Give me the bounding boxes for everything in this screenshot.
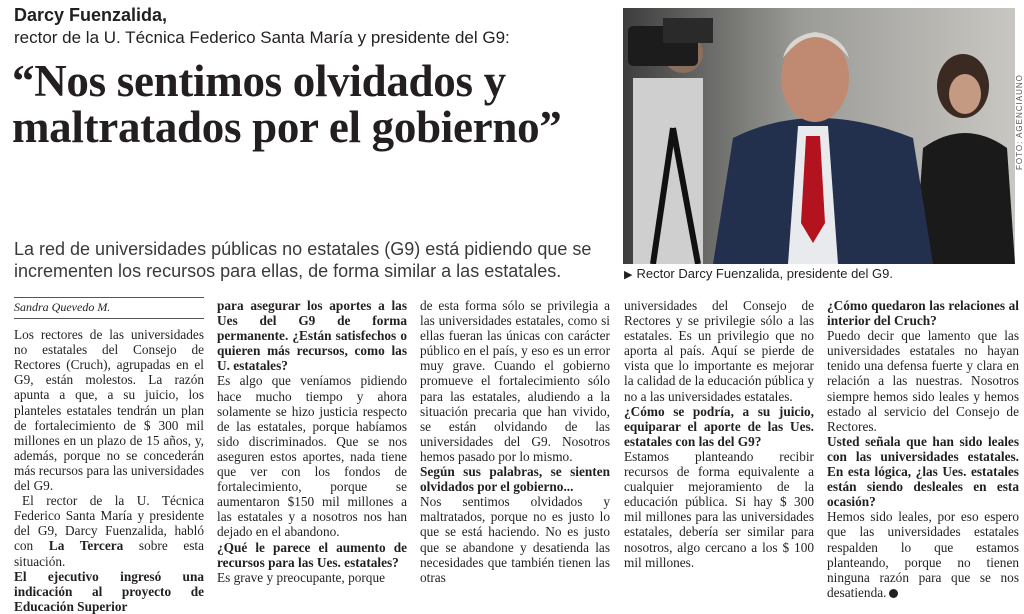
answer: de esta forma sólo se privilegia a las universidades estatales, como si ellas fueran las únicas con carácter público en el país, y eso es un error muy grave. Cuando el gobierno promueve el fortalecimiento sólo para las estatales, aludiendo a la situación precaria que han vivido, se están olvidando de las universidades del G9. Nosotros hemos pasado por lo mismo. — [420, 298, 610, 464]
article-column-4 — [624, 298, 814, 570]
question: El ejecutivo ingresó una indicación al proyecto de Educación Superior — [14, 568, 204, 614]
answer: universidades del Consejo de Rectores y se privilegie sólo a las estatales. Es un privilegio que no aporta al país. Aquí se pierde de vista que lo importante es mejorar la calidad de la educación pública y no a las universidades estatales. — [624, 298, 814, 404]
answer: Estamos planteando recibir recursos de forma equivalente a cualquier mejoramiento de la educación pública. Si hay $ 300 mil millones para las universidades estatales, debería ser similar para nosotros, algo cercano a los $ 100 mil millones. — [624, 448, 814, 570]
answer: Es grave y preocupante, porque — [217, 569, 385, 585]
paragraph: Los rectores de las universidades no estatales del Consejo de Rectores (Cruch), agrupadas en el G9, están molestos. La razón apunta a que, a su juicio, los planteles estatales tendrán un plan de fortalecimiento de $ 300 mil millones en un plazo de 15 años, y, además, porque no se concederán más recursos para las universidades del G9. — [14, 327, 204, 494]
end-mark-icon — [889, 589, 898, 598]
answer: Puedo decir que lamento que las universidades estatales no hayan tenido una defensa fuerte y clara en relación a las nuestras. Nosotros siempre hemos sido leales y hemos estado al servicio del Consejo de Rectores. — [827, 328, 1019, 434]
question: ¿Cómo quedaron las relaciones al interior del Cruch? — [827, 298, 1019, 329]
headline-line-1: “Nos sentimos olvidados y — [12, 56, 506, 106]
headline — [12, 58, 612, 150]
text-run: sobre esta situación. — [14, 538, 205, 569]
article-column-2 — [217, 298, 407, 585]
headline-line-2: maltratados por el gobierno” — [12, 102, 562, 152]
byline: Sandra Quevedo M. — [14, 297, 204, 319]
photo-credit: FOTO: AGENCIAUNO — [1015, 74, 1024, 170]
caption-text: Rector Darcy Fuenzalida, presidente del G9. — [636, 266, 893, 281]
text-run: Hemos sido leales, por eso espero que las universidades estatales respalden lo que estamos planteando, porque no tienen ninguna razón para que se nos desatienda. — [827, 509, 1019, 600]
article-column-1 — [14, 297, 204, 614]
photo-caption — [624, 266, 893, 281]
answer — [827, 509, 1019, 600]
kicker-role: rector de la U. Técnica Federico Santa María y presidente del G9: — [14, 28, 510, 47]
portrait-photo — [623, 8, 1015, 264]
lead-line-1: La red de universidades públicas no estatales (G9) está pidiendo que se — [14, 239, 592, 259]
article-column-3 — [420, 298, 610, 585]
answer: Nos sentimos olvidados y maltratados, porque no es justo lo que se está haciendo. No es justo que se abandone y desatienda las necesidades que también tienen las otras — [420, 494, 610, 585]
kicker-name: Darcy Fuenzalida, — [14, 5, 168, 25]
question: ¿Cómo se podría, a su juicio, equiparar el aporte de las Ues. estatales con las del G9? — [624, 403, 814, 449]
newspaper-name: La Tercera — [48, 538, 124, 554]
question: para asegurar los aportes a las Ues del G9 de forma permanente. ¿Están satisfechos o quieren más recursos, como las U. estatales? — [217, 298, 407, 374]
text-run: El rector de la U. Técnica Federico Santa María y presidente del G9, Darcy Fuenzalida, habló con — [14, 493, 204, 554]
question: ¿Qué le parece el aumento de recursos para las Ues. estatales? — [217, 539, 407, 570]
article-column-5 — [827, 298, 1019, 600]
answer: Es algo que veníamos pidiendo hace mucho tiempo y ahora solamente se hizo justicia respecto de las estatales, porque habíamos sido discriminados. Que se nos aseguren estos aportes, nada tiene que ver con los fondos de fortalecimiento, porque se aumentaron $150 mil millones a las estatales y a nosotros nos han dejado en el abandono. — [217, 373, 407, 540]
question: Según sus palabras, se sienten olvidados por el gobierno... — [420, 464, 610, 495]
lead-line-2: incrementen los recursos para ellas, de forma similar a las estatales. — [14, 261, 562, 281]
caption-arrow-icon: ▶ — [624, 269, 633, 281]
paragraph — [14, 493, 204, 568]
question: Usted señala que han sido leales con las universidades estatales. En esta lógica, ¿las Ues. estatales están siendo desleales en esta ocasión? — [827, 433, 1019, 510]
photo-illustration — [623, 8, 1015, 264]
lead-paragraph — [14, 238, 614, 282]
